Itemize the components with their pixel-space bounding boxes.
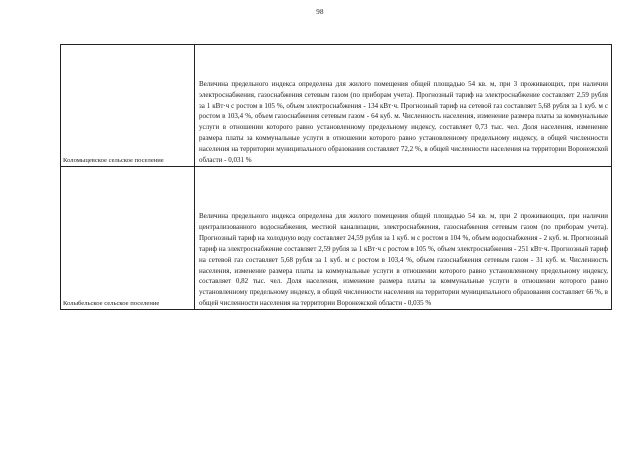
settlement-cell bbox=[61, 45, 195, 167]
table-row bbox=[61, 45, 612, 167]
settlement-cell bbox=[61, 167, 195, 310]
settlement-name: Колыбельское сельское поселение bbox=[63, 300, 160, 308]
table-row bbox=[61, 167, 612, 310]
settlements-table bbox=[60, 44, 612, 310]
index-description: Величина предельного индекса определена для жилого помещения общей площадью 54 кв. м, при 3 проживающих, при наличии электроснабжения, газоснабжения сетевым газом (по приборам учета). Прогнозный тариф на электроснабжение составляет 2,59 рубля за 1 кВт·ч с ростом в 105 %, объем электроснабжения - 134 кВт·ч. Прогнозный тариф на сетевой газ составляет 5,68 рубля за 1 куб. м с ростом в 103,4 %, объем газоснабжения сетевым газом - 64 куб. м. Численность населения, изменение размера платы за коммунальные услуги в отношении которого равно установленному предельному индексу, составляет 0,73 тыс. чел. Доля населения, изменение размера платы за коммунальные услуги в отношении которого равно установленному предельному индексу, в общей численности населения на территории муниципального образования составляет 72,2 %, в общей численности населения на территории Воронежской области - 0,031 % bbox=[199, 79, 608, 165]
page-number: 98 bbox=[316, 8, 324, 16]
settlement-name: Коломыцевское сельское поселение bbox=[63, 157, 164, 164]
description-cell bbox=[195, 45, 612, 167]
index-description: Величина предельного индекса определена для жилого помещения общей площадью 54 кв. м, при 2 проживающих, при наличии централизованного водоснабжения, местной канализации, электроснабжения, газоснабжения сетевым газом (по приборам учета). Прогнозный тариф на холодную воду составляет 24,59 рубля за 1 куб. м с ростом в 104 %, объем водоснабжения - 2 куб. м. Прогнозный тариф на электроснабжение составляет 2,59 рубля за 1 кВт·ч с ростом в 105 %, объем электроснабжения - 251 кВт·ч. Прогнозный тариф на сетевой газ составляет 5,68 рубля за 1 куб. м с ростом в 103,4 %, объем газоснабжения сетевым газом - 31 куб. м. Численность населения, изменение размера платы за коммунальные услуги в отношении которого равно установленному предельному индексу, составляет 0,82 тыс. чел. Доля населения, изменение размера платы за коммунальные услуги в отношении которого равно установленному предельному индексу, в общей численности населения на территории муниципального образования составляет 66 %, в общей численности населения на территории Воронежской области - 0,035 % bbox=[199, 212, 608, 308]
description-cell bbox=[195, 167, 612, 310]
